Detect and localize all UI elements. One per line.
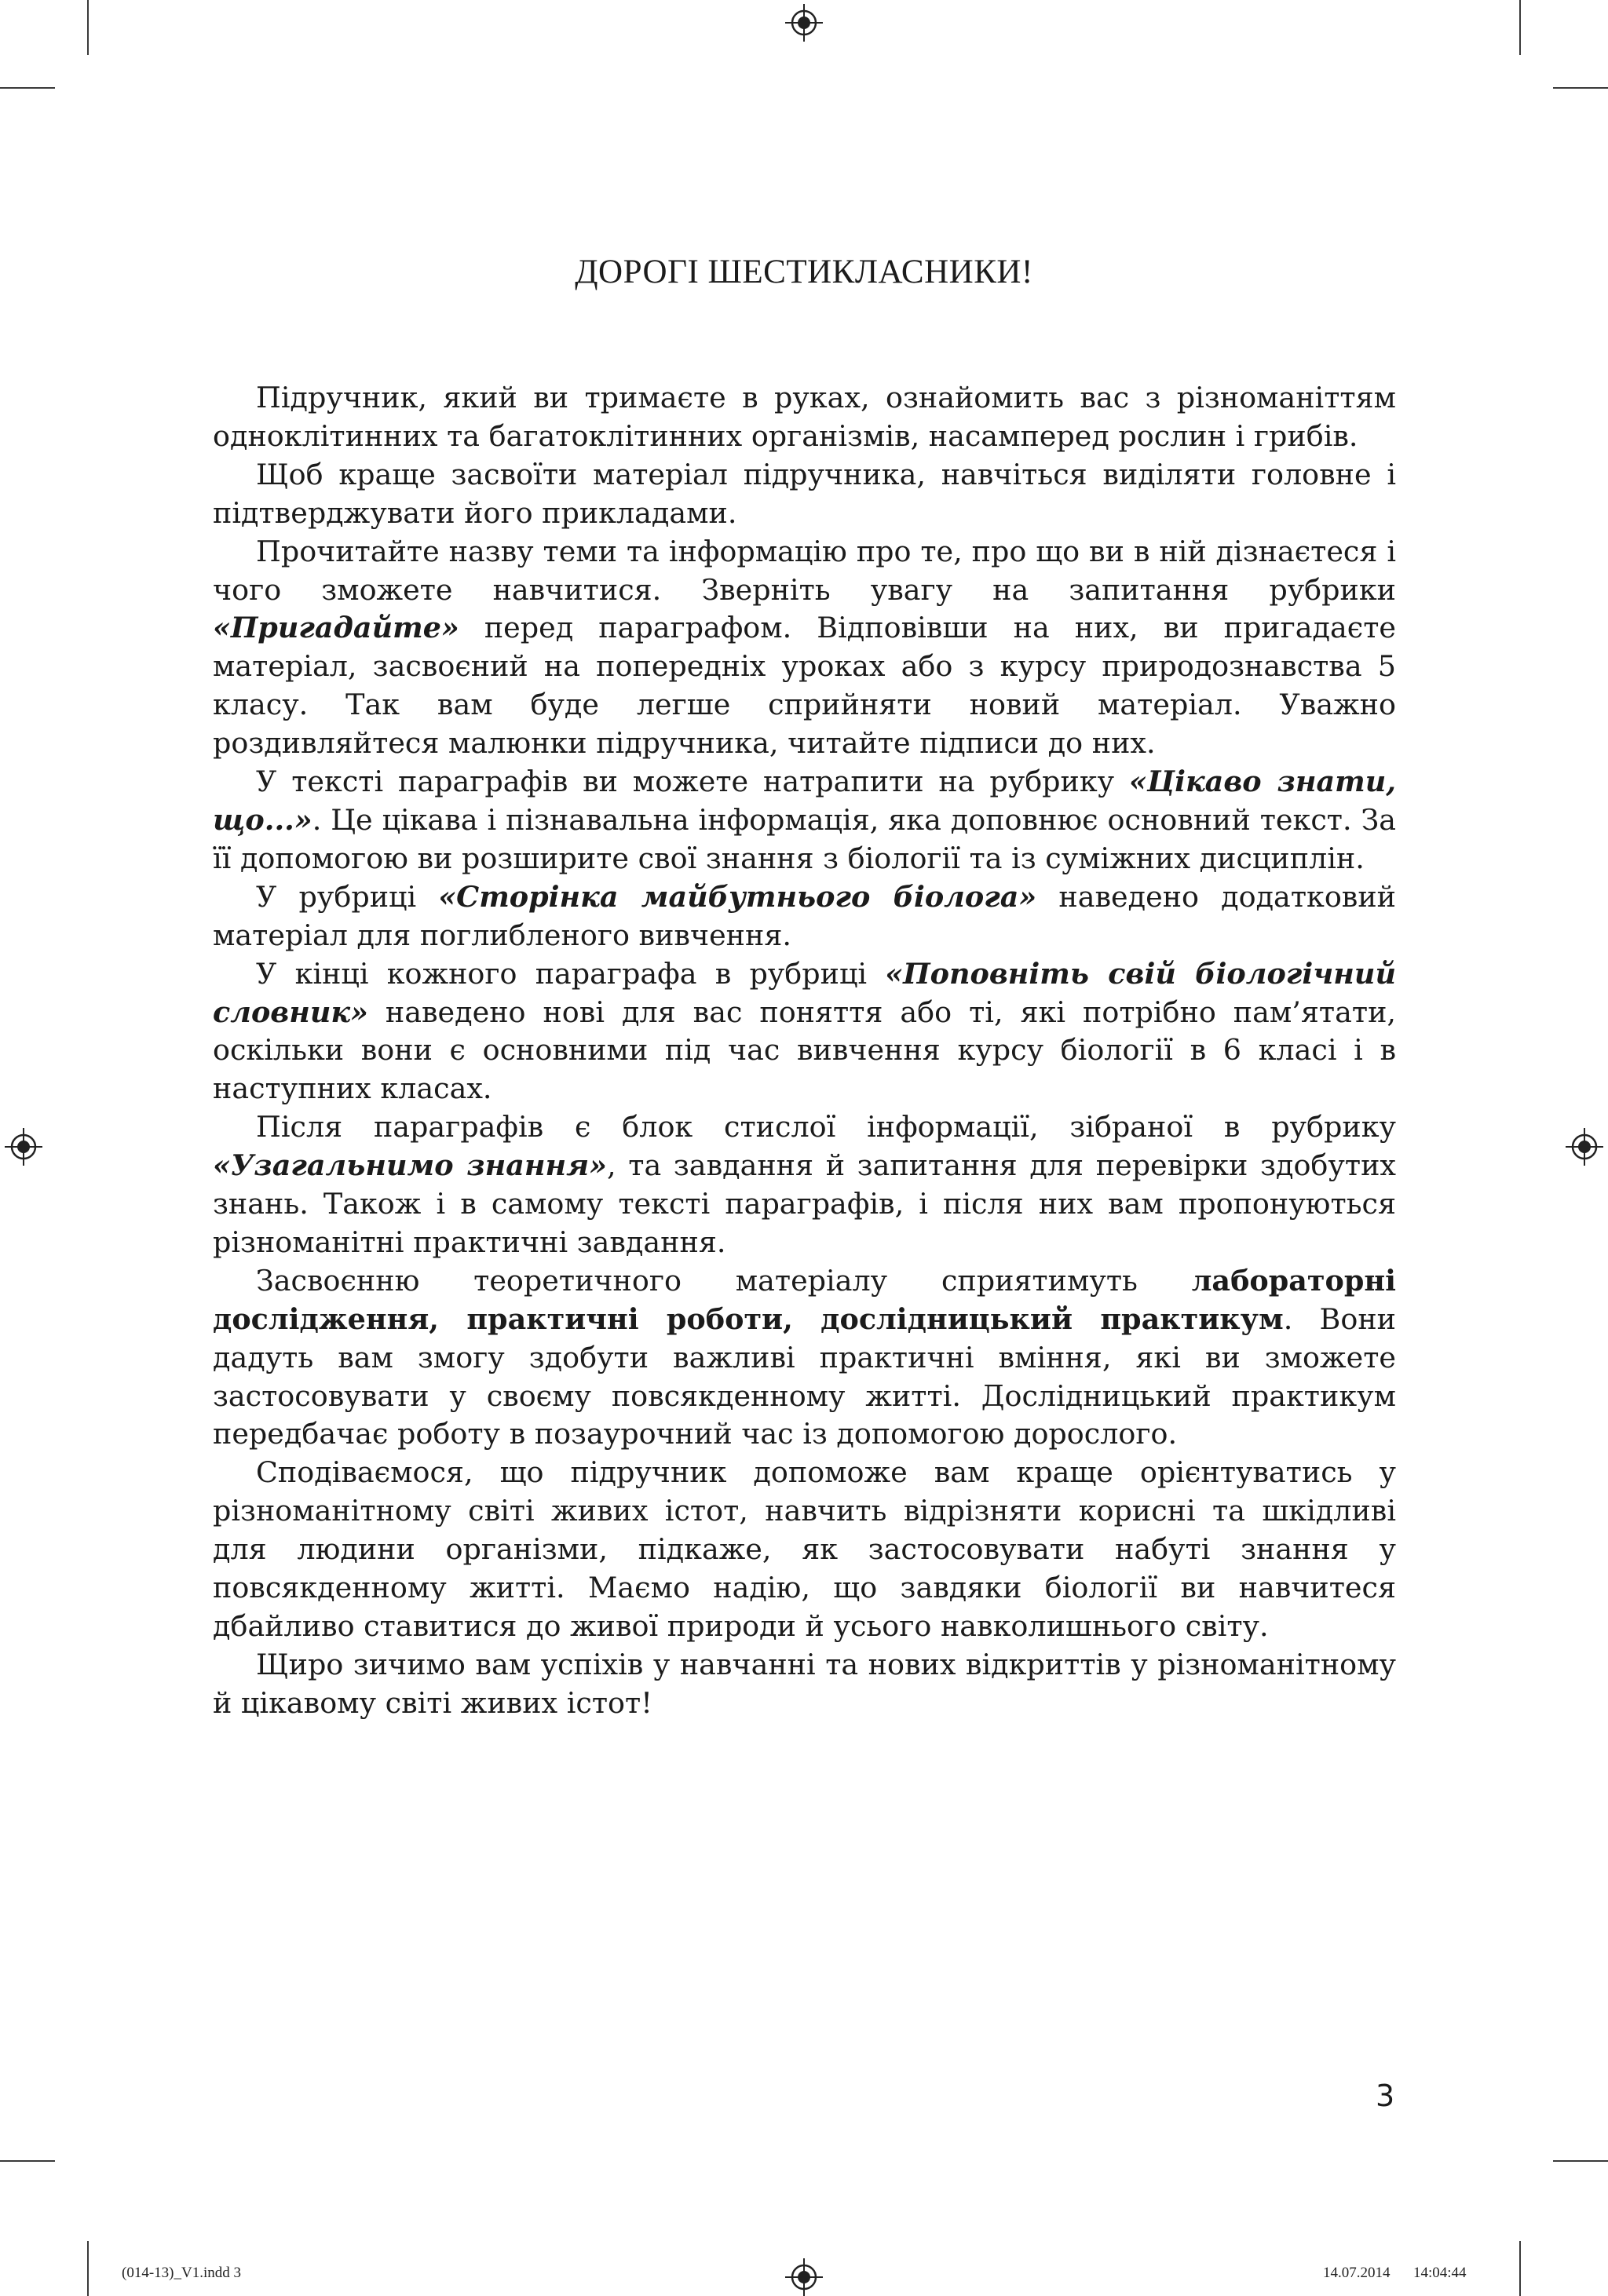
crop-mark — [1519, 0, 1521, 55]
page-number: 3 — [1376, 2079, 1395, 2113]
crop-mark — [1553, 87, 1608, 89]
paragraph-text: Щиро зичимо вам успіхів у навчанні та нових відкриттів у різноманітному й цікавому світі живих істот! — [213, 1647, 1396, 1720]
paragraph — [213, 1454, 1396, 1646]
rubric-name: «Цікаво знати, що...» — [213, 765, 1397, 837]
paragraph-text: Засвоєнню теоретичного матеріалу сприятимуть — [256, 1263, 1192, 1298]
footer-filename: (014-13)_V1.indd 3 — [122, 2265, 241, 2281]
crop-mark — [0, 2160, 55, 2162]
body-text — [213, 379, 1396, 1723]
registration-mark-icon — [1566, 1128, 1603, 1166]
paragraph-text: У рубриці — [256, 879, 439, 914]
crop-mark — [87, 2241, 89, 2296]
footer-time: 14:04:44 — [1413, 2265, 1467, 2281]
footer-date: 14.07.2014 — [1323, 2265, 1391, 2281]
registration-mark-icon — [785, 2258, 823, 2296]
paragraph-text: . Це цікава і пізнавальна інформація, яка доповнює основний текст. За її допомогою ви розширите свої знання з біології та із суміжних дисциплін. — [213, 802, 1396, 875]
paragraph-text: Сподіваємося, що підручник допоможе вам краще орієнтуватись у різноманітному світі живих істот, навчить відрізняти корисні та шкідливі для людини організми, підкаже, як застосовувати набуті знання у повсякденному житті. Маємо надію, що завдяки біології ви навчитеся дбайливо ставитися до живої природи й усього навколишнього світу. — [213, 1455, 1396, 1643]
paragraph — [213, 878, 1396, 955]
paragraph — [213, 955, 1396, 1109]
paragraph — [213, 456, 1396, 533]
paragraph — [213, 1646, 1396, 1723]
rubric-name: «Пригадайте» — [213, 611, 459, 645]
crop-mark — [87, 0, 89, 55]
paragraph — [213, 1262, 1396, 1455]
crop-mark — [1519, 2241, 1521, 2296]
registration-mark-icon — [785, 4, 823, 42]
paragraph-text: наведено нові для вас поняття або ті, які потрібно пам’ятати, оскільки вони є основними під час вивчення курсу біології в 6 класі і в наступних класах. — [213, 995, 1396, 1106]
paragraph — [213, 379, 1396, 456]
paragraph — [213, 1108, 1396, 1262]
paragraph-text: У тексті параграфів ви можете натрапити на рубрику — [256, 765, 1130, 799]
paragraph — [213, 763, 1396, 878]
paragraph-text: наведено додатковий матеріал для поглибленого вивчення. — [213, 879, 1396, 952]
paragraph-text: Щоб краще засвоїти матеріал підручника, навчіться виділяти головне і підтверджувати його прикладами. — [213, 457, 1396, 530]
bold-term: лабораторні дослідження, практичні роботи, дослідницький практикум — [213, 1263, 1396, 1336]
paragraph-text: У кінці кожного параграфа в рубриці — [256, 956, 886, 991]
paragraph — [213, 533, 1396, 763]
paragraph-text: , та завдання й запитання для перевірки здобутих знань. Також і в самому тексті параграфів, і після них вам пропонуються різноманітні практичні завдання. — [213, 1148, 1396, 1259]
page-title: ДОРОГІ ШЕСТИКЛАСНИКИ! — [575, 254, 1033, 290]
paragraph-text: перед параграфом. Відповівши на них, ви пригадаєте матеріал, засвоєний на попередніх уроках або з курсу природознавства 5 класу. Так вам буде легше сприйняти новий матеріал. Уважно роздивляйтеся малюнки підручника, читайте підписи до них. — [213, 611, 1396, 761]
paragraph-text: Після параграфів є блок стислої інформації, зібраної в рубрику — [256, 1110, 1396, 1144]
registration-mark-icon — [5, 1128, 42, 1166]
crop-mark — [1553, 2160, 1608, 2162]
rubric-name: «Сторінка майбутнього біолога» — [438, 879, 1037, 914]
crop-mark — [0, 87, 55, 89]
rubric-name: «Узагальнимо знання» — [213, 1148, 607, 1183]
rubric-name: «Поповніть свій біологічний словник» — [213, 956, 1396, 1029]
paragraph-text: . Вони дадуть вам змогу здобути важливі практичні вміння, які ви зможете застосовувати у своєму повсякденному житті. Дослідницький практикум передбачає роботу в позаурочний час із допомогою дорослого. — [213, 1301, 1396, 1451]
paragraph-text: Прочитайте назву теми та інформацію про те, про що ви в ній дізнаєтеся і чого зможете навчитися. Зверніть увагу на запитання рубрики — [213, 534, 1396, 607]
paragraph-text: Підручник, який ви тримаєте в руках, ознайомить вас з різноманіттям одноклітинних та багатоклітинних організмів, насамперед рослин і грибів. — [213, 381, 1396, 453]
